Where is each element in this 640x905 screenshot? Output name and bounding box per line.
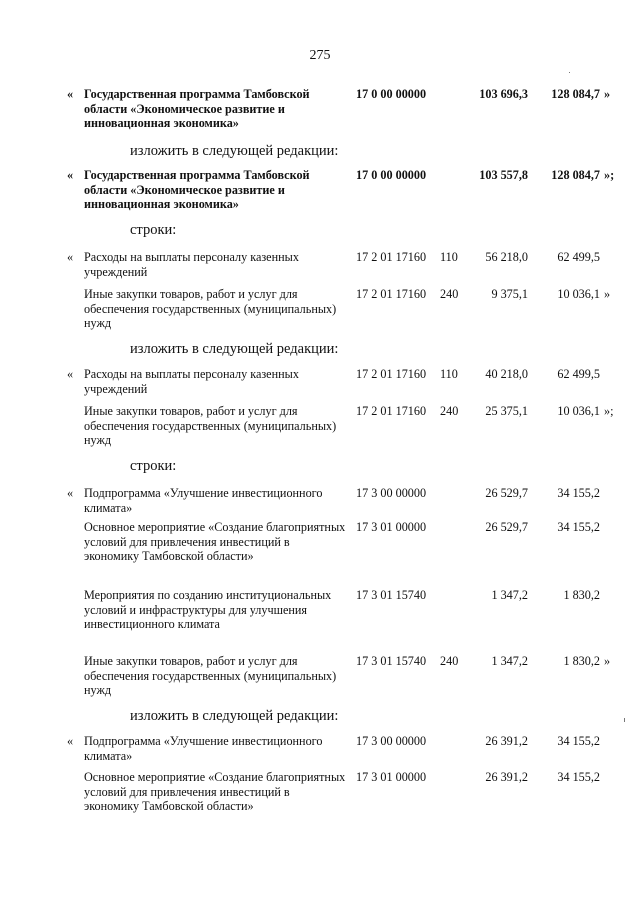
opening-quote: « bbox=[67, 734, 74, 748]
closing-quote: »; bbox=[604, 168, 615, 182]
budget-code: 17 3 00 00000 bbox=[356, 486, 427, 500]
amount-year-1: 103 557,8 bbox=[479, 168, 528, 182]
amend-phrase: изложить в следующей редакции: bbox=[130, 708, 339, 724]
budget-code: 17 2 01 17160 bbox=[356, 367, 427, 381]
amount-year-1: 56 218,0 bbox=[485, 250, 528, 264]
amount-year-2: 34 155,2 bbox=[557, 770, 600, 784]
amount-year-2: 34 155,2 bbox=[557, 520, 600, 534]
budget-code: 17 3 01 15740 bbox=[356, 654, 427, 668]
budget-code: 17 2 01 17160 bbox=[356, 287, 427, 301]
budget-code: 17 0 00 00000 bbox=[356, 87, 427, 101]
amount-year-2: 128 084,7 bbox=[551, 168, 600, 182]
amount-year-2: 34 155,2 bbox=[557, 486, 600, 500]
budget-code: 17 0 00 00000 bbox=[356, 168, 427, 182]
budget-code: 17 3 01 00000 bbox=[356, 770, 427, 784]
expense-type-code: 240 bbox=[440, 404, 459, 418]
amend-phrase: изложить в следующей редакции: bbox=[130, 341, 339, 357]
closing-quote: »; bbox=[604, 404, 614, 418]
amount-year-1: 25 375,1 bbox=[485, 404, 528, 418]
opening-quote: « bbox=[67, 168, 74, 182]
budget-code: 17 3 00 00000 bbox=[356, 734, 427, 748]
item-name: Основное мероприятие «Создание благоприятных условий для привлечения инвестиций в экономику Тамбовской области» bbox=[84, 770, 346, 814]
amount-year-1: 26 391,2 bbox=[485, 734, 528, 748]
page-number: 275 bbox=[309, 48, 331, 63]
closing-quote: » bbox=[604, 654, 611, 668]
item-name: Расходы на выплаты персоналу казенных учреждений bbox=[84, 250, 299, 279]
amount-year-1: 9 375,1 bbox=[491, 287, 528, 301]
item-name: Государственная программа Тамбовской области «Экономическое развитие и инновационная экономика» bbox=[84, 87, 310, 131]
opening-quote: « bbox=[67, 486, 74, 500]
amount-year-2: 62 499,5 bbox=[557, 250, 600, 264]
closing-quote: » bbox=[604, 287, 611, 301]
budget-code: 17 3 01 15740 bbox=[356, 588, 427, 602]
opening-quote: « bbox=[67, 87, 74, 101]
expense-type-code: 110 bbox=[440, 250, 458, 264]
amount-year-1: 1 347,2 bbox=[491, 588, 528, 602]
budget-code: 17 2 01 17160 bbox=[356, 250, 427, 264]
item-name: Расходы на выплаты персоналу казенных учреждений bbox=[84, 367, 299, 396]
opening-quote: « bbox=[67, 367, 74, 381]
item-name: Основное мероприятие «Создание благоприятных условий для привлечения инвестиций в экономику Тамбовской области» bbox=[84, 520, 346, 564]
closing-quote: » bbox=[604, 87, 611, 101]
amount-year-1: 26 529,7 bbox=[485, 486, 528, 500]
budget-code: 17 3 01 00000 bbox=[356, 520, 427, 534]
amount-year-1: 40 218,0 bbox=[485, 367, 528, 381]
budget-code: 17 2 01 17160 bbox=[356, 404, 427, 418]
amend-phrase: изложить в следующей редакции: bbox=[130, 143, 339, 159]
item-name: Иные закупки товаров, работ и услуг для обеспечения государственных (муниципальных) нужд bbox=[84, 654, 337, 698]
scan-speck bbox=[569, 72, 570, 73]
scan-tick bbox=[624, 718, 625, 722]
item-name: Иные закупки товаров, работ и услуг для обеспечения государственных (муниципальных) нужд bbox=[84, 287, 337, 331]
item-name: Государственная программа Тамбовской области «Экономическое развитие и инновационная экономика» bbox=[84, 168, 310, 212]
amount-year-1: 26 391,2 bbox=[485, 770, 528, 784]
expense-type-code: 240 bbox=[440, 654, 459, 668]
amount-year-2: 128 084,7 bbox=[551, 87, 600, 101]
amount-year-1: 1 347,2 bbox=[491, 654, 528, 668]
lines-phrase: строки: bbox=[130, 458, 177, 474]
amount-year-1: 26 529,7 bbox=[485, 520, 528, 534]
opening-quote: « bbox=[67, 250, 74, 264]
expense-type-code: 240 bbox=[440, 287, 459, 301]
amount-year-2: 34 155,2 bbox=[557, 734, 600, 748]
amount-year-1: 103 696,3 bbox=[479, 87, 528, 101]
amount-year-2: 10 036,1 bbox=[557, 404, 600, 418]
expense-type-code: 110 bbox=[440, 367, 458, 381]
item-name: Подпрограмма «Улучшение инвестиционного климата» bbox=[84, 734, 323, 763]
amount-year-2: 1 830,2 bbox=[563, 654, 600, 668]
item-name: Мероприятия по созданию институциональных условий и инфраструктуры для улучшения инвестиционного климата bbox=[84, 588, 332, 632]
item-name: Подпрограмма «Улучшение инвестиционного климата» bbox=[84, 486, 323, 515]
amount-year-2: 62 499,5 bbox=[557, 367, 600, 381]
lines-phrase: строки: bbox=[130, 222, 177, 238]
item-name: Иные закупки товаров, работ и услуг для обеспечения государственных (муниципальных) нужд bbox=[84, 404, 337, 448]
amount-year-2: 1 830,2 bbox=[563, 588, 600, 602]
amount-year-2: 10 036,1 bbox=[557, 287, 600, 301]
